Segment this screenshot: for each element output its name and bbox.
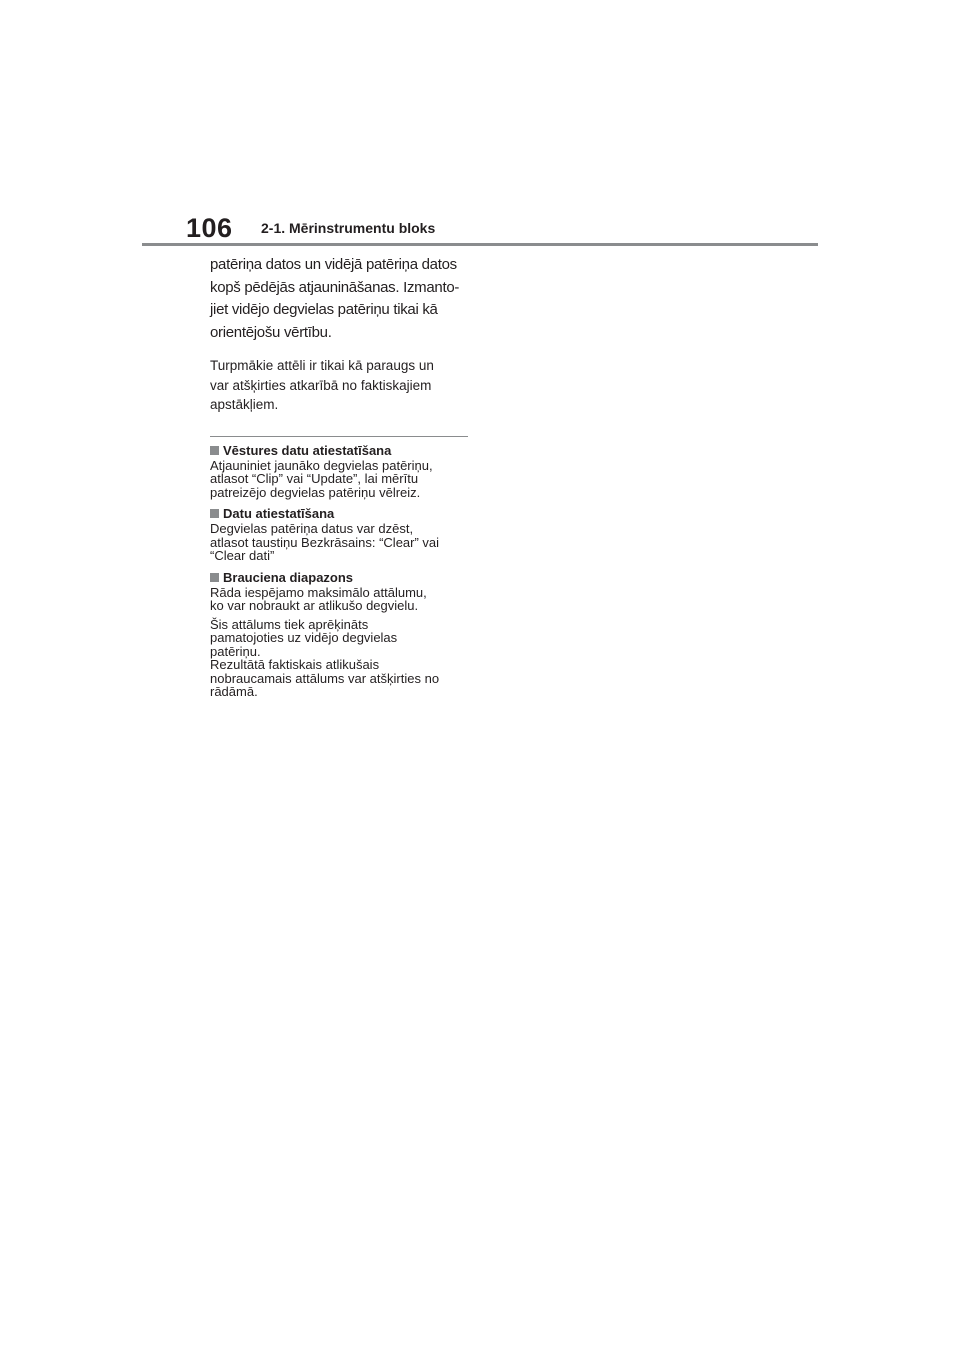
text-line: Degvielas patēriņa datus var dzēst,: [210, 521, 414, 536]
intro-line: jiet vidējo degvielas patēriņu tikai kā: [210, 301, 438, 318]
data-reset-section: [210, 505, 470, 563]
text-line: rādāmā.: [210, 684, 258, 699]
note-line: var atšķirties atkarībā no faktiskajiem: [210, 377, 432, 393]
text-line: patēriņu.: [210, 643, 261, 659]
intro-line: kopš pēdējās atjaunināšanas. Izmanto-: [210, 278, 460, 296]
text-line: Šis attālums tiek aprēķināts: [210, 616, 369, 632]
history-reset-section: [210, 442, 470, 500]
subsection-paragraph: [210, 586, 470, 613]
subsection-heading: [210, 569, 470, 586]
text-line: nobraucamais attālums var atšķirties no: [210, 670, 440, 686]
note-line: apstākļiem.: [210, 397, 279, 412]
intro-paragraph: [210, 254, 470, 344]
subsection-heading-text: Datu atiestatīšana: [223, 506, 335, 521]
page-content: [210, 254, 470, 699]
subsection-paragraph: [210, 459, 470, 500]
text-line: “Clear dati”: [210, 548, 275, 563]
intro-line: patēriņa datos un vidējā patēriņa datos: [210, 256, 457, 273]
subsection-heading: [210, 505, 470, 522]
intro-line: orientējošu vērtību.: [210, 323, 332, 341]
square-bullet-icon: [210, 573, 219, 582]
text-line: ko var nobraukt ar atlikušo degvielu.: [210, 598, 419, 613]
subsection-paragraph: [210, 522, 470, 563]
subsection-heading: [210, 442, 470, 459]
section-divider: [210, 436, 468, 437]
subsection-heading-text: Vēstures datu atiestatīšana: [223, 442, 392, 458]
square-bullet-icon: [210, 509, 219, 518]
text-line: atlasot “Clip” vai “Update”, lai mērītu: [210, 471, 419, 486]
text-line: patreizējo degvielas patēriņu vēlreiz.: [210, 484, 421, 500]
square-bullet-icon: [210, 446, 219, 455]
note-paragraph: [210, 356, 470, 415]
subsection-paragraph: [210, 618, 470, 699]
text-line: Rāda iespējamo maksimālo attālumu,: [210, 584, 427, 600]
cruising-range-section: [210, 569, 470, 699]
header-rule: [142, 243, 818, 246]
section-title: 2-1. Mērinstrumentu bloks: [261, 220, 436, 236]
page-number: 106: [186, 213, 233, 243]
subsection-heading-text: Brauciena diapazons: [223, 569, 354, 585]
text-line: Rezultātā faktiskais atlikušais: [210, 657, 380, 672]
text-line: Atjauniniet jaunāko degvielas patēriņu,: [210, 457, 433, 473]
note-line: Turpmākie attēli ir tikai kā paraugs un: [210, 358, 434, 373]
text-line: atlasot taustiņu Bezkrāsains: “Clear” vai: [210, 534, 440, 550]
text-line: pamatojoties uz vidējo degvielas: [210, 630, 398, 645]
